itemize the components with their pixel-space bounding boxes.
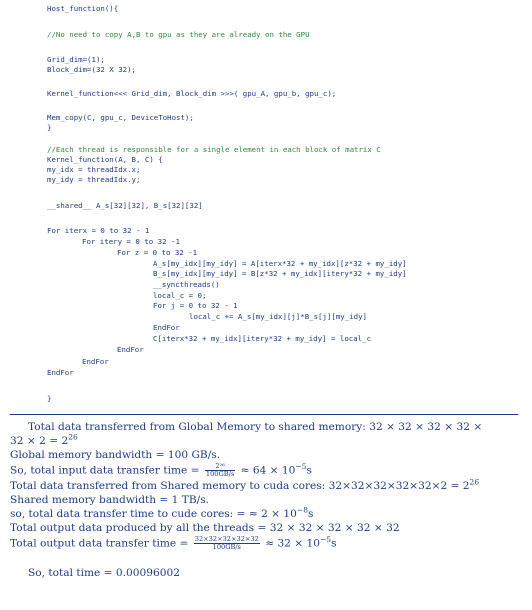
code-line: Block_dim=(32 X 32); xyxy=(47,65,136,74)
fraction: $\frac{32\times 32\times 32\times 32\times 32}{100GB/s}$ xyxy=(194,535,259,551)
code-line: Kernel_function<<< Grid_dim, Block_dim >>>( gpu_A, gpu_b, gpu_c); xyxy=(47,89,337,98)
code-line: Grid_dim=(1); xyxy=(47,55,105,64)
code-line: For itery = 0 to 32 -1 xyxy=(82,237,180,246)
math-line: Shared memory bandwidth = 1 TB/s. xyxy=(10,494,209,506)
math-line: Total output data transfer time = $\frac{32\times 32\times 32\times 32\times 32}{100GB/s}$ ≈ $32 \times 10^{-5}s$ xyxy=(10,534,337,551)
math-line: Total data transferred from Shared memory to cuda cores: $32\times 32\times 32\times 32\times 32\times 2 = 2^{26}$ xyxy=(10,477,480,492)
code-line: For z = 0 to 32 -1 xyxy=(117,248,198,257)
code-line: Kernel_function(A, B, C) { xyxy=(47,155,163,164)
code-line: EndFor xyxy=(47,368,74,377)
code-line: A_s[my_idx][my_idy] = A[iterx*32 + my_idx][z*32 + my_idy] xyxy=(153,259,407,268)
code-line: } xyxy=(47,123,52,132)
math-line: so, total data transfer time to cude cores: = ≈ $2 \times 10^{-8}s$ xyxy=(10,505,314,520)
code-line: my_idy = threadIdx.y; xyxy=(47,175,141,184)
code-line: EndFor xyxy=(82,357,109,366)
code-line: B_s[my_idx][my_idy] = B[z*32 + my_idx][itery*32 + my_idy] xyxy=(153,269,407,278)
code-line: EndFor xyxy=(117,345,144,354)
code-comment: //No need to copy A,B to gpu as they are already on the GPU xyxy=(47,30,310,39)
code-line: } xyxy=(47,394,52,403)
code-line: Host_function(){ xyxy=(47,4,119,13)
math-line: So, total time = 0.00096002 xyxy=(28,567,180,579)
code-line: Mem_copy(C, gpu_c, DeviceToHost); xyxy=(47,113,194,122)
math-line: So, total input data transfer time = $\frac{\text{2²⁶}}{100GB/s}$ ≈ $64 \times 10^{-5}s$ xyxy=(10,461,312,478)
code-line: For j = 0 to 32 - 1 xyxy=(153,301,238,310)
code-line: local_c += A_s[my_idx][j]*B_s[j][my_idy] xyxy=(189,312,367,321)
code-line: For iterx = 0 to 32 - 1 xyxy=(47,226,150,235)
code-line: C[iterx*32 + my_idx][itery*32 + my_idy] = local_c xyxy=(153,334,372,343)
section-divider xyxy=(10,414,518,415)
code-line: local_c = 0; xyxy=(153,291,207,300)
math-line: $32 \times 2 = 2^{26}$ xyxy=(10,432,78,447)
code-line: __shared__ A_s[32][32], B_s[32][32] xyxy=(47,201,203,210)
fraction: $\frac{\text{2²⁶}}{100GB/s}$ xyxy=(205,462,235,478)
code-line: __syncthreads() xyxy=(153,280,220,289)
math-line: Total output data produced by all the threads = 32 × 32 × 32 × 32 × 32 xyxy=(10,522,400,534)
code-comment: //Each thread is responsible for a single element in each block of matrix C xyxy=(47,145,381,154)
code-line: EndFor xyxy=(153,323,180,332)
math-line: Global memory bandwidth = 100 GB/s. xyxy=(10,449,221,461)
code-line: my_idx = threadIdx.x; xyxy=(47,165,141,174)
math-line: Total data transferred from Global Memory to shared memory: 32 × 32 × 32 × 32 × xyxy=(28,421,483,433)
